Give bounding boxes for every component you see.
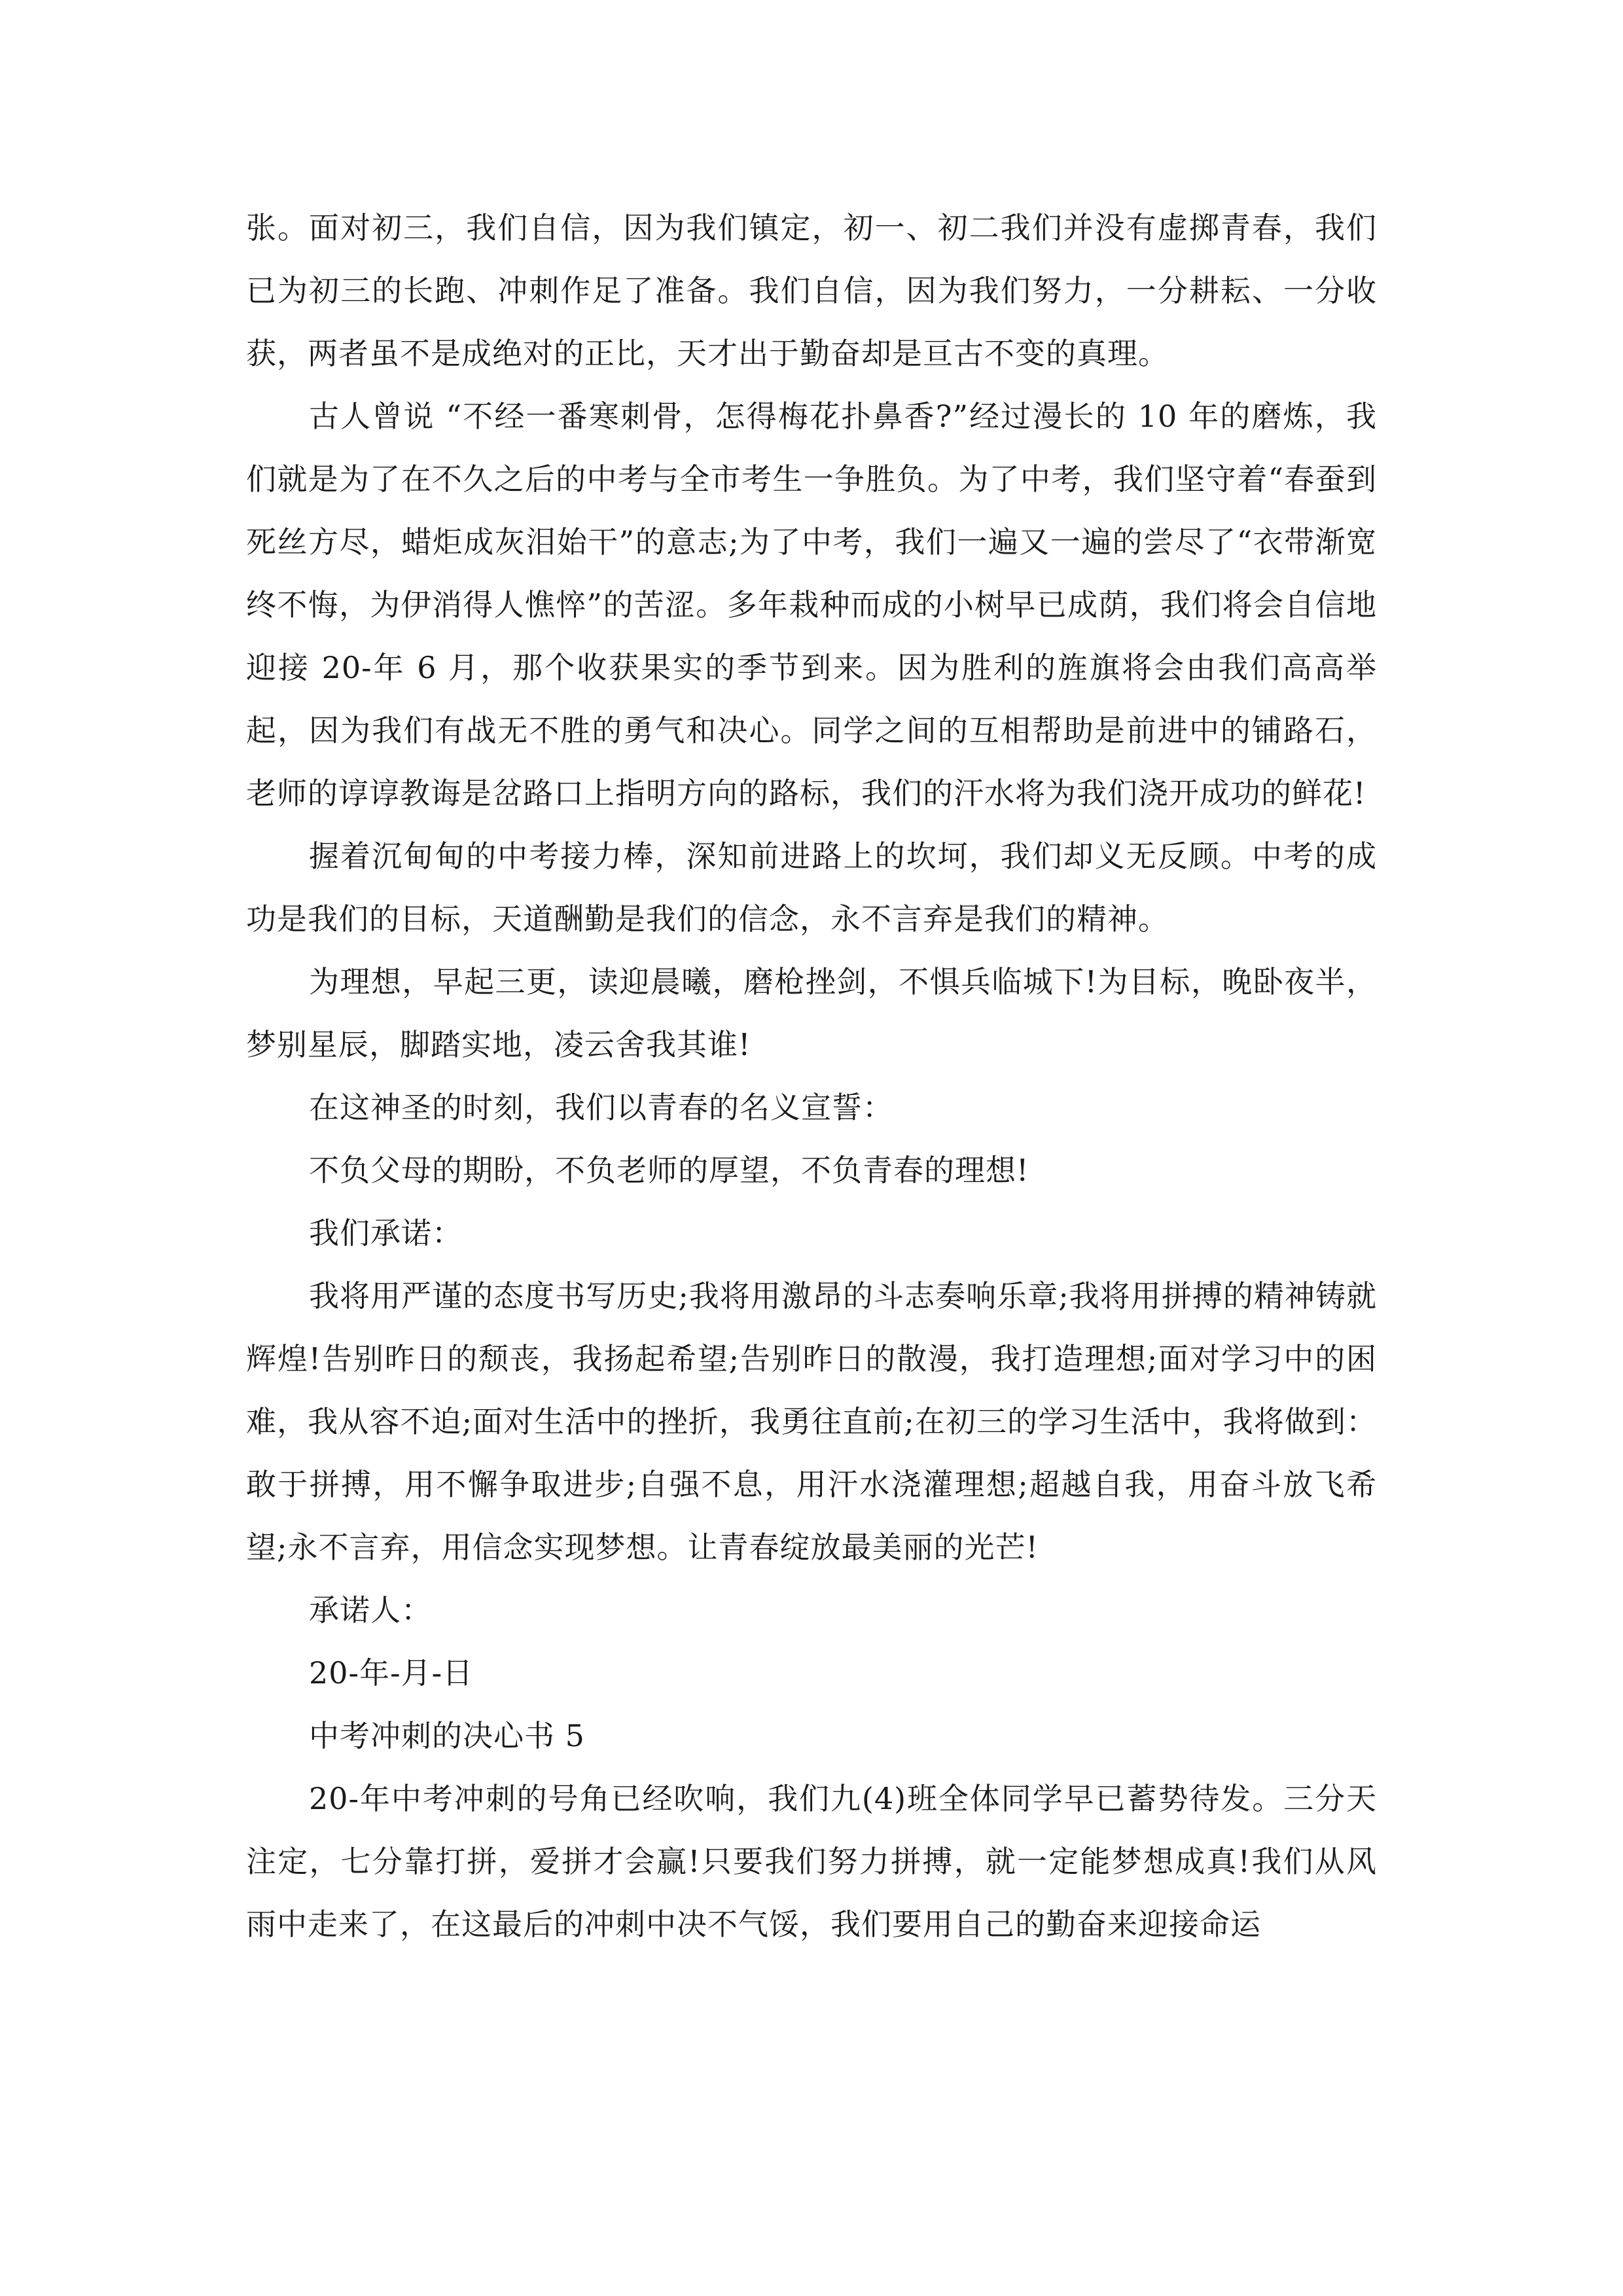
paragraph-ancient-saying: 古人曾说 “不经一番寒刺骨，怎得梅花扑鼻香?”经过漫长的 10 年的磨炼，我们就是为了在不久之后的中考与全市考生一争胜负。为了中考，我们坚守着“春蚕到死丝方尽，蜡炬成灰泪始干”的意志;为了中考，我们一遍又一遍的尝尽了“衣带渐宽终不悔，为伊消得人憔悴”的苦涩。多年栽种而成的小树早已成荫，我们将会自信地迎接 20-年 6 月，那个收获果实的季节到来。因为胜利的旌旗将会由我们高高举起，因为我们有战无不胜的勇气和决心。同学之间的互相帮助是前进中的铺路石，老师的谆谆教诲是岔路口上指明方向的路标，我们的汗水将为我们浇开成功的鲜花! — [246, 399, 1377, 811]
paragraph-relay-baton: 握着沉甸甸的中考接力棒，深知前进路上的坎坷，我们却义无反顾。中考的成功是我们的目标，天道酬勤是我们的信念，永不言弃是我们的精神。 — [246, 838, 1377, 937]
paragraph-signatory: 承诺人： — [309, 1592, 432, 1628]
section-title: 中考冲刺的决心书 5 — [309, 1718, 585, 1753]
paragraph-ideal: 为理想，早起三更，读迎晨曦，磨枪挫剑，不惧兵临城下!为目标，晚卧夜半，梦别星辰，脚踏实地，凌云舍我其谁! — [246, 964, 1377, 1062]
paragraph-oath-intro: 在这神圣的时刻，我们以青春的名义宣誓： — [309, 1090, 893, 1125]
paragraph-continuation: 张。面对初三，我们自信，因为我们镇定，初一、初二我们并没有虚掷青春，我们已为初三的长跑、冲刺作足了准备。我们自信，因为我们努力，一分耕耘、一分收获，两者虽不是成绝对的正比，天才出于勤奋却是亘古不变的真理。 — [246, 210, 1377, 371]
paragraph-oath: 不负父母的期盼，不负老师的厚望，不负青春的理想! — [309, 1153, 1029, 1188]
paragraph-date: 20-年-月-日 — [309, 1655, 474, 1691]
document-body — [246, 196, 1377, 1956]
paragraph-promise-heading: 我们承诺： — [309, 1215, 463, 1251]
paragraph-promise: 我将用严谨的态度书写历史;我将用激昂的斗志奏响乐章;我将用拼搏的精神铸就辉煌!告别昨日的颓丧，我扬起希望;告别昨日的散漫，我打造理想;面对学习中的困难，我从容不迫;面对生活中的挫折，我勇往直前;在初三的学习生活中，我将做到：敢于拼搏，用不懈争取进步;自强不息，用汗水浇灌理想;超越自我，用奋斗放飞希望;永不言弃，用信念实现梦想。让青春绽放最美丽的光芒! — [246, 1278, 1377, 1565]
paragraph-section5-body: 20-年中考冲刺的号角已经吹响，我们九(4)班全体同学早已蓄势待发。三分天注定，七分靠打拼，爱拼才会赢!只要我们努力拼搏，就一定能梦想成真!我们从风雨中走来了，在这最后的冲刺中决不气馁，我们要用自己的勤奋来迎接命运 — [246, 1781, 1377, 1942]
